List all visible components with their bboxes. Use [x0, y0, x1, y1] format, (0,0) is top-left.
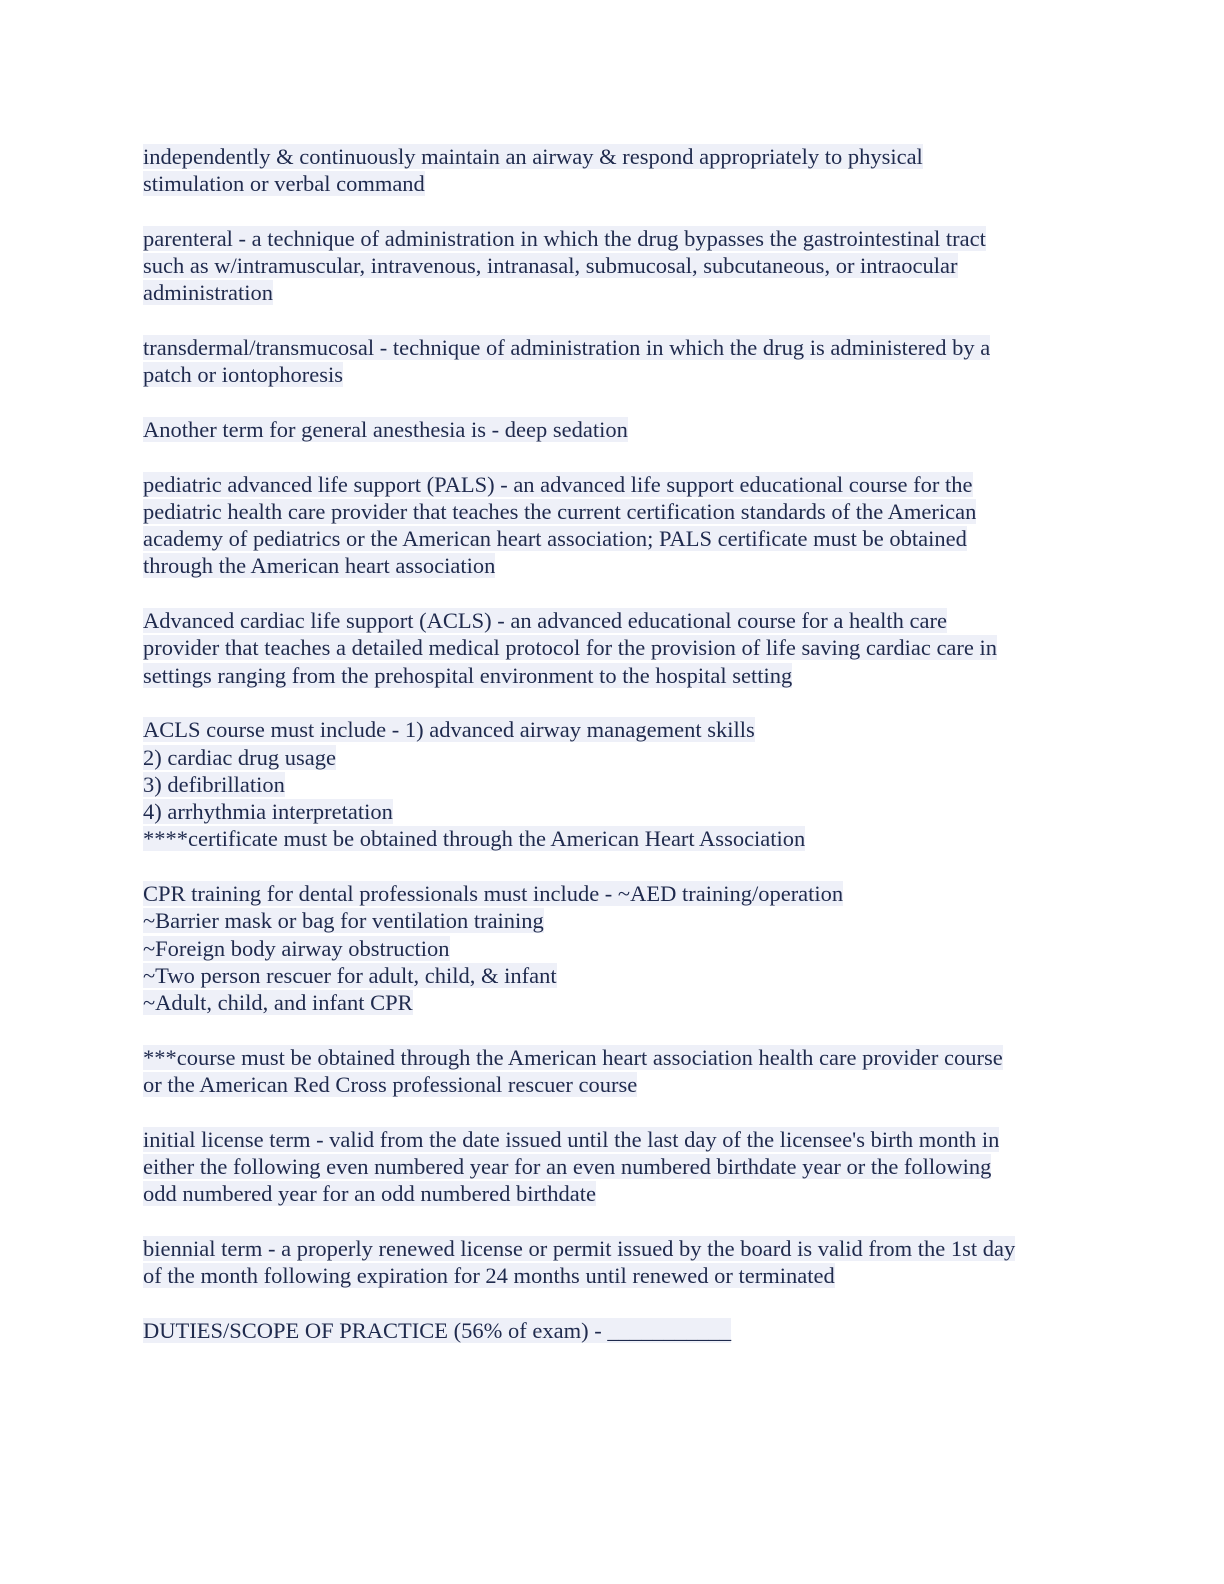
text-line: academy of pediatrics or the American heart association; PALS certificate must be obtained — [143, 526, 967, 552]
flashcard-entry — [143, 225, 1103, 307]
text-line: parenteral - a technique of administration in which the drug bypasses the gastrointestinal tract — [143, 225, 986, 251]
text-line: 4) arrhythmia interpretation — [143, 799, 393, 825]
text-line: initial license term - valid from the date issued until the last day of the licensee's birth month in — [143, 1126, 1000, 1152]
text-line: ~Barrier mask or bag for ventilation training — [143, 908, 544, 934]
text-line: odd numbered year for an odd numbered birthdate — [143, 1181, 596, 1207]
text-line: Advanced cardiac life support (ACLS) - an advanced educational course for a health care — [143, 608, 948, 634]
text-line: transdermal/transmucosal - technique of administration in which the drug is administered by a — [143, 335, 991, 361]
flashcard-entry — [143, 416, 1103, 443]
text-line: through the American heart association — [143, 553, 496, 579]
text-line: patch or iontophoresis — [143, 362, 343, 388]
text-line: 2) cardiac drug usage — [143, 744, 337, 770]
flashcard-entry — [143, 334, 1103, 389]
document-page — [143, 143, 1103, 1371]
flashcard-entry — [143, 716, 1103, 852]
text-line: either the following even numbered year for an even numbered birthdate year or the following — [143, 1153, 992, 1179]
text-line: Another term for general anesthesia is - deep sedation — [143, 416, 628, 442]
text-line: ~Adult, child, and infant CPR — [143, 990, 413, 1016]
text-line: biennial term - a properly renewed license or permit issued by the board is valid from the 1st day — [143, 1235, 1016, 1261]
text-line: provider that teaches a detailed medical protocol for the provision of life saving cardiac care in — [143, 635, 998, 661]
text-line: ACLS course must include - 1) advanced airway management skills — [143, 717, 755, 743]
flashcard-entry — [143, 1044, 1103, 1099]
text-line: ***course must be obtained through the American heart association health care provider course — [143, 1044, 1003, 1070]
text-line: of the month following expiration for 24 months until renewed or terminated — [143, 1263, 835, 1289]
text-line: administration — [143, 280, 273, 306]
section-heading — [143, 1317, 1103, 1344]
text-line: independently & continuously maintain an airway & respond appropriately to physical — [143, 144, 923, 169]
text-line: ****certificate must be obtained through the American Heart Association — [143, 826, 806, 852]
text-line: 3) defibrillation — [143, 771, 285, 797]
flashcard-entry — [143, 1126, 1103, 1208]
text-line: ~Foreign body airway obstruction — [143, 935, 450, 961]
flashcard-entry — [143, 880, 1103, 1016]
text-line: stimulation or verbal command — [143, 171, 425, 197]
text-line: CPR training for dental professionals must include - ~AED training/operation — [143, 881, 844, 907]
flashcard-entry — [143, 143, 1103, 198]
text-line: pediatric health care provider that teaches the current certification standards of the American — [143, 498, 977, 524]
flashcard-entry — [143, 471, 1103, 580]
flashcard-entry — [143, 1235, 1103, 1290]
text-line: settings ranging from the prehospital environment to the hospital setting — [143, 662, 793, 688]
text-line: pediatric advanced life support (PALS) - an advanced life support educational course for the — [143, 471, 973, 497]
flashcard-entry — [143, 607, 1103, 689]
text-line: DUTIES/SCOPE OF PRACTICE (56% of exam) - ___________ — [143, 1317, 732, 1343]
text-line: ~Two person rescuer for adult, child, & infant — [143, 962, 557, 988]
text-line: such as w/intramuscular, intravenous, intranasal, submucosal, subcutaneous, or intraocular — [143, 253, 958, 279]
text-line: or the American Red Cross professional rescuer course — [143, 1072, 638, 1098]
